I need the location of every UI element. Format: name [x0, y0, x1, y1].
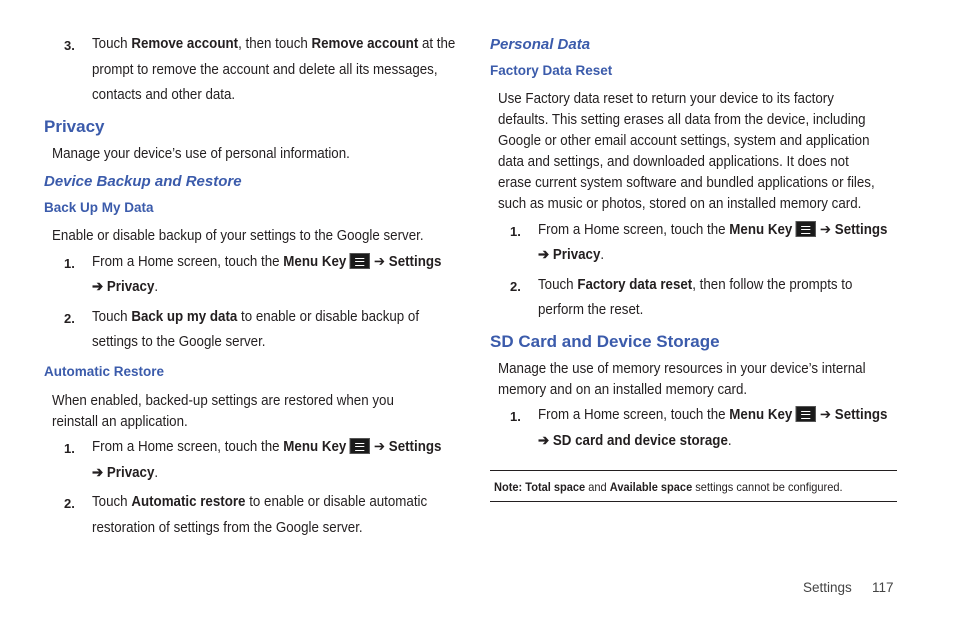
subheading-factory-data-reset: Factory Data Reset — [490, 63, 613, 78]
subheading-personal-data: Personal Data — [490, 36, 591, 53]
paragraph-line: erase current system software and bundled applications or files, — [498, 175, 875, 191]
menu-key-icon — [796, 406, 816, 422]
footer-section-name: Settings — [803, 580, 852, 595]
step-text-line: prompt to remove the account and delete all its messages, — [92, 62, 438, 78]
step-number: 2. — [510, 279, 521, 294]
step-text: Touch Remove account, then touch Remove account at the — [92, 36, 456, 52]
step-text: Touch Factory data reset, then follow the prompts to — [538, 277, 853, 293]
subheading-automatic-restore: Automatic Restore — [44, 364, 165, 379]
note-top-rule — [490, 470, 897, 471]
step-text-line: restoration of settings from the Google server. — [92, 520, 363, 536]
step-number: 1. — [64, 256, 75, 271]
subheading-backup-restore: Device Backup and Restore — [44, 173, 242, 190]
step-text: From a Home screen, touch the Menu Key ➔ Settings — [538, 407, 888, 423]
step-text-line: settings to the Google server. — [92, 334, 266, 350]
step-number: 3. — [64, 38, 75, 53]
step-number: 2. — [64, 311, 75, 326]
step-text-line: ➔ Privacy. — [538, 247, 605, 263]
page-number: 117 — [872, 580, 894, 595]
step-number: 1. — [64, 441, 75, 456]
step-number: 2. — [64, 496, 75, 511]
section-description: memory and on an installed memory card. — [498, 382, 748, 398]
menu-key-icon — [350, 253, 370, 269]
note-bottom-rule — [490, 501, 897, 502]
step-text: From a Home screen, touch the Menu Key ➔ Settings — [538, 222, 888, 238]
step-text: Touch Back up my data to enable or disable backup of — [92, 309, 420, 325]
step-text-line: perform the reset. — [538, 302, 644, 318]
step-number: 1. — [510, 409, 521, 424]
paragraph-line: defaults. This setting erases all data from the device, including — [498, 112, 866, 128]
section-heading-sd-card: SD Card and Device Storage — [490, 332, 720, 351]
paragraph-line: data and settings, and downloaded applications. It does not — [498, 154, 849, 170]
step-text-line: ➔ SD card and device storage. — [538, 433, 732, 449]
paragraph-line: such as music or photos, stored on an installed memory card. — [498, 196, 862, 212]
menu-key-icon — [350, 438, 370, 454]
note-text: Note: Total space and Available space settings cannot be configured. — [494, 480, 843, 494]
section-description: When enabled, backed-up settings are restored when you — [52, 393, 394, 409]
paragraph-line: Google or other email account settings, system and application — [498, 133, 870, 149]
section-description: Manage your device’s use of personal information. — [52, 146, 350, 162]
paragraph-line: Use Factory data reset to return your device to its factory — [498, 91, 834, 107]
step-text: From a Home screen, touch the Menu Key ➔ Settings — [92, 439, 442, 455]
section-description: Manage the use of memory resources in your device’s internal — [498, 361, 866, 377]
section-heading-privacy: Privacy — [44, 117, 105, 136]
subheading-back-up-my-data: Back Up My Data — [44, 200, 154, 215]
menu-key-icon — [796, 221, 816, 237]
step-text-line: ➔ Privacy. — [92, 465, 159, 481]
step-text: Touch Automatic restore to enable or disable automatic — [92, 494, 428, 510]
step-text-line: contacts and other data. — [92, 87, 236, 103]
step-number: 1. — [510, 224, 521, 239]
section-description: reinstall an application. — [52, 414, 188, 430]
section-description: Enable or disable backup of your settings to the Google server. — [52, 228, 424, 244]
step-text-line: ➔ Privacy. — [92, 279, 159, 295]
step-text: From a Home screen, touch the Menu Key ➔ Settings — [92, 254, 442, 270]
